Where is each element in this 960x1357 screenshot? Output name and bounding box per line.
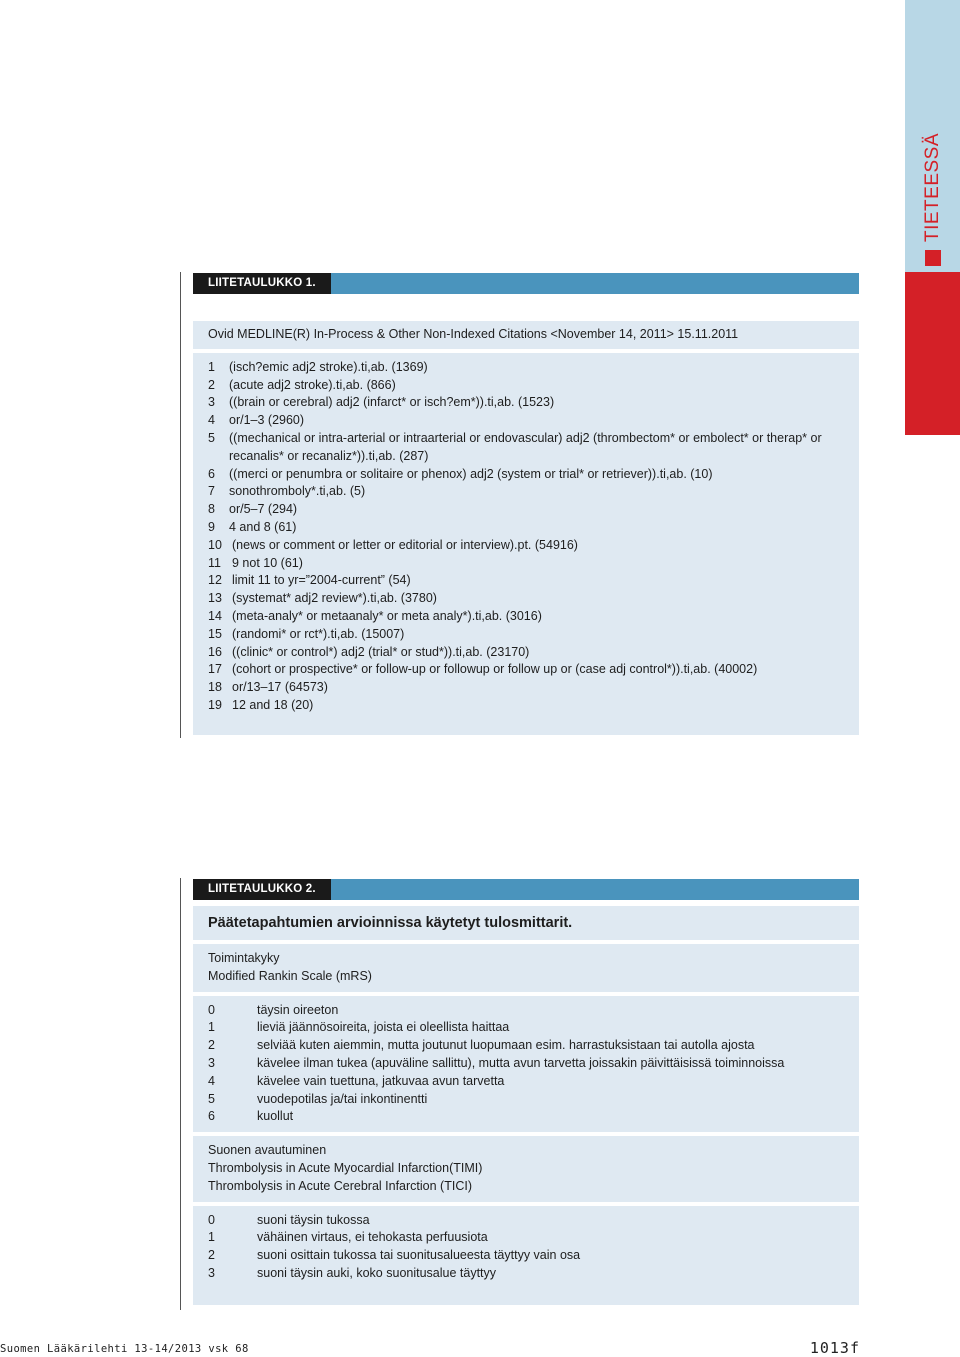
item-text: kävelee ilman tukea (apuväline sallittu), mutta avun tarvetta joissakin päivittäisissä toiminnoissa [257, 1055, 785, 1070]
item-number: 1 [208, 359, 215, 374]
item-text: or/5–7 (294) [229, 502, 298, 517]
list-item [208, 519, 844, 537]
group1-heading-panel [193, 944, 859, 992]
list-item [208, 1073, 844, 1091]
list-item [208, 555, 844, 573]
table1 [193, 273, 859, 735]
item-number: 3 [208, 1055, 215, 1070]
item-text: suoni osittain tukossa tai suonitusalueesta täyttyy vain osa [257, 1248, 581, 1263]
item-number: 1 [208, 1230, 215, 1245]
item-text: suoni täysin auki, koko suonitusalue täyttyy [257, 1265, 497, 1280]
table2-caption: Päätetapahtumien arvioinnissa käytetyt tulosmittarit. [208, 915, 573, 931]
item-text: kuollut [257, 1109, 294, 1124]
section-tab-accent [905, 272, 960, 435]
item-text: (isch?emic adj2 stroke).ti,ab. (1369) [229, 359, 428, 374]
table1-label: LIITETAULUKKO 1. [193, 273, 331, 294]
item-number: 18 [208, 680, 222, 695]
list-item [208, 1019, 844, 1037]
table1-source: Ovid MEDLINE(R) In-Process & Other Non-Indexed Citations <November 14, 2011> 15.11.2011 [208, 327, 739, 341]
list-item [208, 1247, 844, 1265]
group1-heading: Toimintakyky [208, 951, 280, 965]
table1-source-panel [193, 321, 859, 349]
item-number: 14 [208, 608, 222, 623]
item-number: 6 [208, 1109, 215, 1124]
item-number: 0 [208, 1212, 215, 1227]
table1-query-list [193, 353, 859, 735]
list-item [208, 1265, 844, 1283]
table2-vertical-rule [180, 878, 181, 1310]
item-number: 7 [208, 484, 215, 499]
section-marker-square [925, 250, 941, 266]
group2-heading: Suonen avautuminen [208, 1143, 327, 1158]
list-item [208, 1229, 844, 1247]
item-text: vähäinen virtaus, ei tehokasta perfuusiota [257, 1230, 488, 1245]
item-text: lieviä jäännösoireita, joista ei oleellista haittaa [257, 1020, 510, 1035]
list-item [208, 1055, 844, 1073]
item-number: 1 [208, 1020, 215, 1035]
item-number: 4 [208, 1073, 215, 1088]
list-item [208, 537, 844, 555]
item-number: 6 [208, 466, 215, 481]
list-item [208, 1212, 844, 1230]
item-text: kävelee vain tuettuna, jatkuvaa avun tarvetta [257, 1073, 505, 1088]
group2-line-timi: Thrombolysis in Acute Myocardial Infarction(TIMI) [208, 1160, 483, 1175]
list-item [208, 359, 844, 377]
item-number: 2 [208, 1248, 215, 1263]
item-text: (systemat* adj2 review*).ti,ab. (3780) [232, 591, 437, 606]
item-text: limit 11 to yr=”2004-current” (54) [232, 573, 411, 588]
item-number: 16 [208, 644, 222, 659]
list-item [208, 483, 844, 501]
list-item [208, 466, 844, 484]
list-item [208, 679, 844, 697]
item-text: sonothromboly*.ti,ab. (5) [229, 484, 366, 499]
table2-caption-panel [193, 906, 859, 940]
item-number: 12 [208, 573, 222, 588]
journal-footer: Suomen Lääkärilehti 13-14/2013 vsk 68 [0, 1343, 249, 1355]
item-text: (acute adj2 stroke).ti,ab. (866) [229, 377, 396, 392]
item-text: 9 not 10 (61) [232, 555, 303, 570]
group1-subheading: Modified Rankin Scale (mRS) [208, 968, 372, 983]
item-number: 5 [208, 1091, 215, 1106]
page-number: 1013f [809, 1339, 860, 1357]
list-item [208, 572, 844, 590]
item-number: 2 [208, 1038, 215, 1053]
item-number: 17 [208, 662, 222, 677]
table2 [193, 879, 859, 1305]
list-item [208, 697, 844, 715]
section-label-text: TIETEESSÄ [922, 132, 943, 242]
table2-header-bar [193, 879, 859, 900]
table1-header-bar [193, 273, 859, 294]
group2-heading-panel [193, 1136, 859, 1201]
item-number: 5 [208, 430, 215, 445]
group2-line-tici: Thrombolysis in Acute Cerebral Infarction (TICI) [208, 1178, 472, 1193]
section-label [922, 133, 944, 266]
list-item [208, 661, 844, 679]
item-text: ((mechanical or intra-arterial or intraarterial or endovascular) adj2 (thrombectom* or embolect* or therap* or recanalis* or recanaliz*)).ti,ab. (287) [229, 430, 822, 463]
list-item [208, 377, 844, 395]
item-number: 3 [208, 1265, 215, 1280]
item-text: (meta-analy* or metaanaly* or meta analy*).ti,ab. (3016) [232, 608, 542, 623]
list-item [208, 412, 844, 430]
item-number: 9 [208, 519, 215, 534]
item-number: 4 [208, 413, 215, 428]
item-text: or/13–17 (64573) [232, 680, 328, 695]
recanalization-scale-list [193, 1206, 859, 1305]
table2-label: LIITETAULUKKO 2. [193, 879, 331, 900]
item-number: 15 [208, 626, 222, 641]
list-item [208, 1108, 844, 1126]
item-number: 3 [208, 395, 215, 410]
list-item [208, 1091, 844, 1109]
list-item [208, 1002, 844, 1020]
mrs-scale-list [193, 996, 859, 1133]
item-number: 19 [208, 697, 222, 712]
item-number: 10 [208, 537, 222, 552]
item-text: 12 and 18 (20) [232, 697, 314, 712]
item-text: täysin oireeton [257, 1002, 339, 1017]
item-number: 0 [208, 1002, 215, 1017]
item-text: ((clinic* or control*) adj2 (trial* or stud*)).ti,ab. (23170) [232, 644, 530, 659]
list-item [208, 626, 844, 644]
table1-vertical-rule [180, 272, 181, 738]
item-text: 4 and 8 (61) [229, 519, 297, 534]
list-item [208, 590, 844, 608]
item-number: 2 [208, 377, 215, 392]
list-item [208, 1037, 844, 1055]
list-item [208, 644, 844, 662]
list-item [208, 430, 844, 466]
item-text: ((merci or penumbra or solitaire or phenox) adj2 (system or trial* or retriever)).ti,ab. (10) [229, 466, 713, 481]
item-text: (randomi* or rct*).ti,ab. (15007) [232, 626, 405, 641]
list-item [208, 394, 844, 412]
item-number: 11 [208, 555, 221, 570]
item-number: 8 [208, 502, 215, 517]
item-text: (news or comment or letter or editorial or interview).pt. (54916) [232, 537, 578, 552]
list-item [208, 501, 844, 519]
list-item [208, 608, 844, 626]
item-number: 13 [208, 591, 222, 606]
item-text: selviää kuten aiemmin, mutta joutunut luopumaan esim. harrastuksistaan tai autolla ajosta [257, 1038, 755, 1053]
item-text: (cohort or prospective* or follow-up or followup or follow up or (case adj control*)).ti,ab. (40002) [232, 662, 758, 677]
item-text: suoni täysin tukossa [257, 1212, 370, 1227]
item-text: ((brain or cerebral) adj2 (infarct* or isch?em*)).ti,ab. (1523) [229, 395, 555, 410]
item-text: vuodepotilas ja/tai inkontinentti [257, 1091, 428, 1106]
item-text: or/1–3 (2960) [229, 413, 305, 428]
